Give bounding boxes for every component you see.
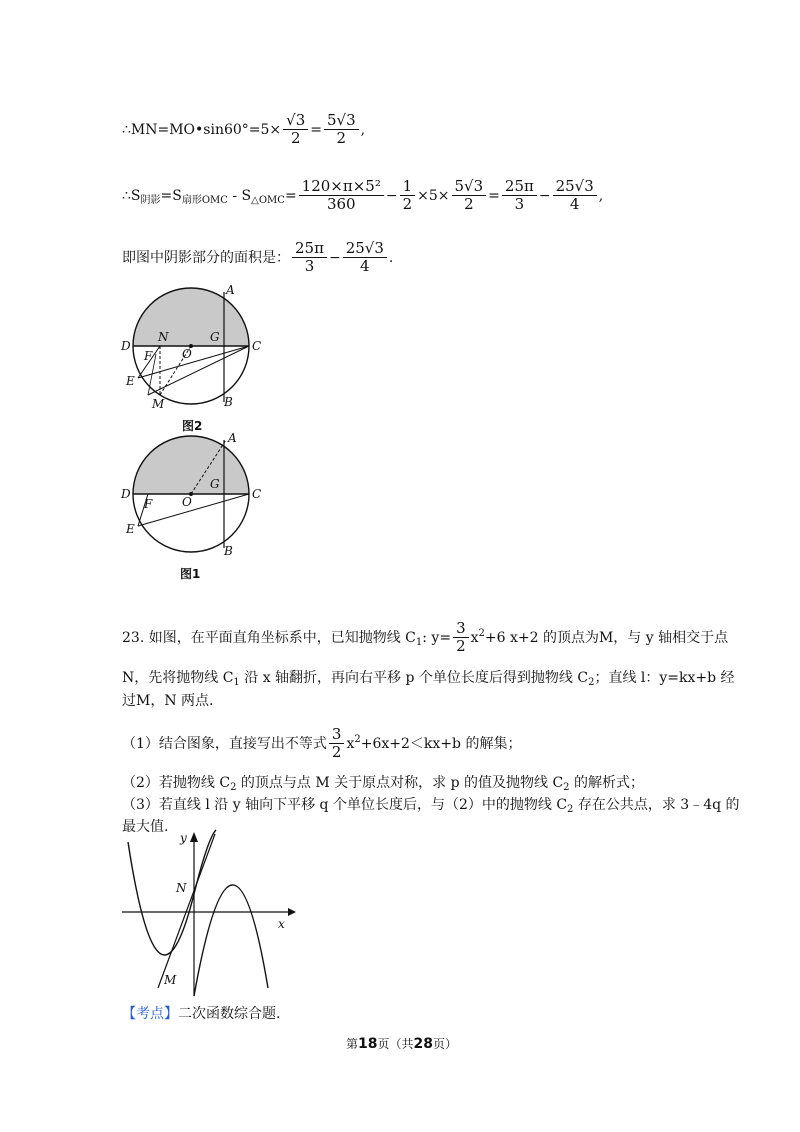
page-total: 28 xyxy=(413,1036,433,1052)
label-n: N xyxy=(158,330,169,344)
figure-2-caption: 图2 xyxy=(182,419,203,433)
q23-line3: 过M，N 两点. xyxy=(122,693,214,709)
label-f: F xyxy=(144,349,153,363)
label-o: O xyxy=(182,347,192,361)
kaodian-line xyxy=(122,1003,280,1023)
label-f: F xyxy=(144,497,153,511)
figure-1-diagram xyxy=(118,432,278,572)
label-b: B xyxy=(224,544,233,558)
label-d: D xyxy=(121,487,131,501)
kaodian-text: 二次函数综合题. xyxy=(178,1006,281,1022)
point-label-m: M xyxy=(164,973,177,987)
fraction: $\frac{1}{2}$ xyxy=(400,178,416,214)
label-g: G xyxy=(210,477,220,491)
fraction: $\frac{3}{2}$ xyxy=(329,726,345,762)
q23-line1: 23. 如图，在平面直角坐标系中，已知抛物线 $C_1$: y= $\frac{3}{2}$ $x^2+6$ x+2 的顶点为M，与 y 轴相交于点 xyxy=(122,619,729,656)
label-g: G xyxy=(210,330,220,344)
answer-line: 即图中阴影部分的面积是： $\frac{25\pi}{3}$ − $\frac{25√3}{4}$ . xyxy=(122,239,394,276)
q23-part1: （1）结合图象，直接写出不等式 $\frac{3}{2}$ $x^2+6x+2<kx+b$ 的解集； xyxy=(122,725,522,762)
q23-part3-cont: 最大值. xyxy=(122,819,169,835)
fraction: $\frac{\text{120×π×5²}}{360}$ xyxy=(299,178,384,214)
label-m: M xyxy=(152,397,165,411)
page-number: 18 xyxy=(358,1036,378,1052)
fraction: $\frac{5√3}{2}$ xyxy=(452,178,487,214)
mn-lhs: ∴MN=MO•sin60°=5× xyxy=(122,121,282,138)
formula-mn: ∴MN=MO•sin60°=5× $\frac{√3}{2}$ = $\frac{5√3}{2}$ , xyxy=(122,111,366,148)
label-c: C xyxy=(252,487,262,501)
label-d: D xyxy=(121,339,131,353)
q23-part3: （3）若直线 l 沿 y 轴向下平移 q 个单位长度后，与（2）中的抛物线 $C_2$ 存在公共点，求 3﹣4q 的 xyxy=(122,797,740,815)
page-footer: 第18页（共28页） xyxy=(346,1036,458,1052)
axis-label-y: y xyxy=(180,831,187,845)
q23-line2: N，先将抛物线 $C_1$ 沿 x 轴翻折，再向右平移 p 个单位长度后得到抛物线 $C_2$；直线 l：y=kx+b 经 xyxy=(122,670,735,688)
label-e: E xyxy=(126,522,135,536)
label-e: E xyxy=(126,374,135,388)
point-label-n: N xyxy=(176,881,187,895)
fraction: $\frac{5√3}{2}$ xyxy=(324,112,359,148)
parabola-graph xyxy=(118,828,298,998)
kaodian-tag: 【考点】 xyxy=(122,1006,178,1022)
fraction: $\frac{3}{2}$ xyxy=(453,620,469,656)
figure-2-diagram xyxy=(118,282,278,432)
label-b: B xyxy=(224,395,233,409)
label-a: A xyxy=(228,432,237,445)
label-a: A xyxy=(226,283,235,297)
fraction: $\frac{25\pi}{3}$ xyxy=(292,240,327,276)
label-c: C xyxy=(252,339,262,353)
fraction: $\frac{25√3}{4}$ xyxy=(343,240,387,276)
fraction: $\frac{√3}{2}$ xyxy=(283,112,308,148)
formula-shaded-area: $\therefore S_{阴影}=S_{扇形OMC} - S_{\triangle OMC}=$ $\frac{\text{120×π×5²}}{360}$ − $\frac{1}{2}$ ×5× $\frac{5√3}{2}$ = $\frac{25\pi}{3}$ − $\frac{25√3}{4}$ , xyxy=(122,177,604,214)
q23-part2: （2）若抛物线 $C_2$ 的顶点与点 M 关于原点对称，求 p 的值及抛物线 $C_2$ 的解析式； xyxy=(122,775,644,793)
figure-1-caption: 图1 xyxy=(180,567,201,581)
axis-label-x: x xyxy=(278,917,285,931)
fraction: $\frac{25\pi}{3}$ xyxy=(502,178,537,214)
label-o: O xyxy=(182,495,192,509)
fraction: $\frac{25√3}{4}$ xyxy=(553,178,597,214)
